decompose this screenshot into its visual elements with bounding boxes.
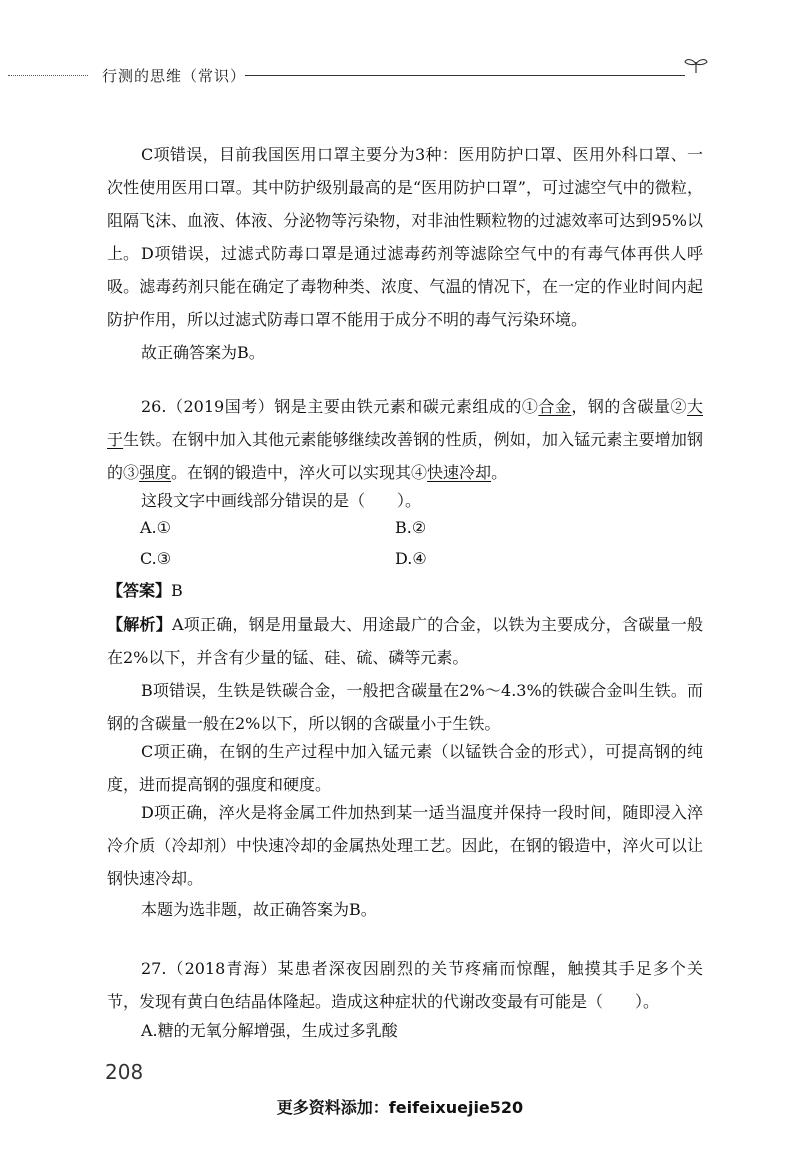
question-26-stem: 26.（2019国考）钢是主要由铁元素和碳元素组成的①合金，钢的含碳量②大于生铁。在钢中加入其他元素能够继续改善钢的性质，例如，加入锰元素主要增加钢的③强度。在钢的锻造中，淬火可以实现其④快速冷却。 [107,397,703,482]
header-dotted-rule [8,75,88,76]
question-27-option-a: A.糖的无氧分解增强，生成过多乳酸 [141,1021,398,1040]
question-27-stem: 27.（2018青海）某患者深夜因剧烈的关节疼痛而惊醒，触摸其手足多个关节，发现有黄白色结晶体隆起。造成这种症状的代谢改变最有可能是（ ）。 [107,959,703,1011]
option-c: C.③ [140,549,172,568]
paragraph-option-d-explanation: D项错误，过滤式防毒口罩是通过滤毒药剂等滤除空气中的有毒气体再供人呼吸。滤毒药剂只能在确定了毒物种类、浓度、气温的情况下，在一定的作业时间内起防护作用，所以过滤式防毒口罩不能用于成分不明的毒气污染环境。 [107,244,703,329]
underline-4: 快速冷却 [427,463,492,482]
answer-line [107,579,183,603]
analysis-tag: 【解析】 [107,615,172,634]
answer-value: B [171,581,183,600]
page-number: 208 [105,1060,144,1084]
paragraph-option-c-explanation: C项错误，目前我国医用口罩主要分为3种：医用防护口罩、医用外科口罩、一次性使用医用口罩。其中防护级别最高的是“医用防护口罩”，可过滤空气中的微粒，阻隔飞沫、血液、体液、分泌物等污染物，对非油性颗粒物的过滤效率可达到95%以上。 [107,145,703,263]
option-b: B.② [395,518,427,537]
analysis-c: C项正确，在钢的生产过程中加入锰元素（以锰铁合金的形式），可提高钢的纯度，进而提高钢的强度和硬度。 [107,742,703,794]
analysis-b: B项错误，生铁是铁碳合金，一般把含碳量在2%～4.3%的铁碳合金叫生铁。而钢的含碳量一般在2%以下，所以钢的含碳量小于生铁。 [107,681,703,733]
paragraph-answer-b: 故正确答案为B。 [141,343,265,362]
footer-note: 更多资料添加：feifeixuejie520 [276,1098,524,1117]
answer-tag: 【答案】 [107,581,172,600]
option-d: D.④ [395,549,427,568]
running-title: 行测的思维（常识） [102,67,247,85]
question-26-conclusion: 本题为选非题，故正确答案为B。 [141,900,377,919]
page-header [0,62,800,92]
sprout-icon [683,56,709,74]
underline-3: 强度 [139,463,172,482]
question-26-prompt: 这段文字中画线部分错误的是（ ）。 [141,491,422,510]
analysis-d: D项正确，淬火是将金属工件加热到某一适当温度并保持一段时间，随即浸入淬冷介质（冷却剂）中快速冷却的金属热处理工艺。因此，在钢的锻造中，淬火可以让钢快速冷却。 [107,803,703,888]
underline-2: 大于 [107,397,703,449]
option-a: A.① [140,518,171,537]
underline-1: 合金 [538,397,572,416]
analysis-a: 【解析】A项正确，钢是用量最大、用途最广的合金，以铁为主要成分，含碳量一般在2%以下，并含有少量的锰、硅、硫、磷等元素。 [107,615,703,667]
header-rule [245,75,685,76]
